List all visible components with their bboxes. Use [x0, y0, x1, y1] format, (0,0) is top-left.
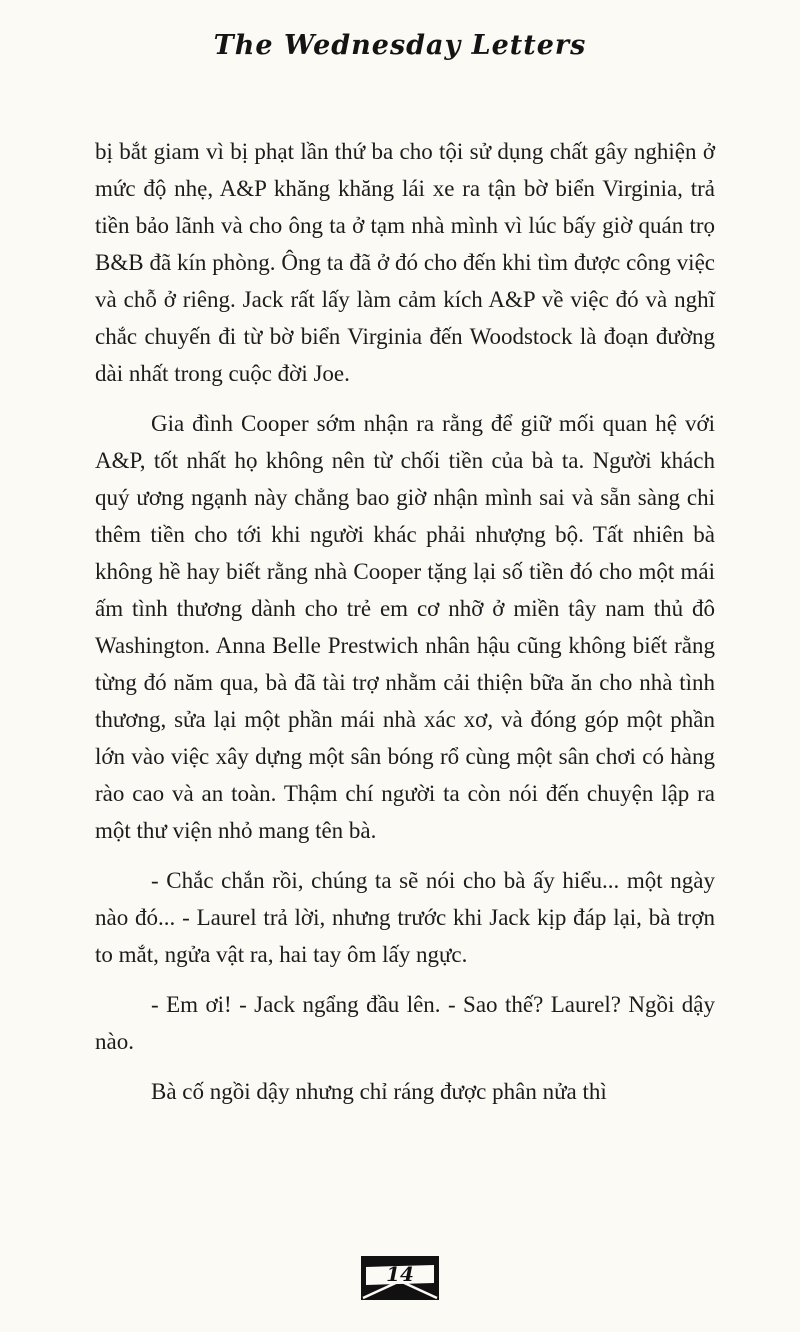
envelope-icon	[361, 1256, 439, 1300]
paragraph: bị bắt giam vì bị phạt lần thứ ba cho tội sử dụng chất gây nghiện ở mức độ nhẹ, A&P khăng khăng lái xe ra tận bờ biển Virginia, trả tiền bảo lãnh và cho ông ta ở tạm nhà mình vì lúc bấy giờ quán trọ B&B đã kín phòng. Ông ta đã ở đó cho đến khi tìm được công việc và chỗ ở riêng. Jack rất lấy làm cảm kích A&P về việc đó và nghĩ chắc chuyến đi từ bờ biển Virginia đến Woodstock là đoạn đường dài nhất trong cuộc đời Joe.	[95, 139, 715, 386]
running-head-title: The Wednesday Letters	[213, 30, 587, 61]
page-number: 14	[386, 1262, 414, 1286]
paragraph: Gia đình Cooper sớm nhận ra rằng để giữ mối quan hệ với A&P, tốt nhất họ không nên từ chối tiền của bà ta. Người khách quý ương ngạnh này chẳng bao giờ nhận mình sai và sẵn sàng chi thêm tiền cho tới khi người khác phải nhượng bộ. Tất nhiên bà không hề hay biết rằng nhà Cooper tặng lại số tiền đó cho một mái ấm tình thương dành cho trẻ em cơ nhỡ ở miền tây nam thủ đô Washington. Anna Belle Prestwich nhân hậu cũng không biết rằng từng đó năm qua, bà đã tài trợ nhằm cải thiện bữa ăn cho nhà tình thương, sửa lại một phần mái nhà xác xơ, và đóng góp một phần lớn vào việc xây dựng một sân bóng rổ cùng một sân chơi có hàng rào cao và an toàn. Thậm chí người ta còn nói đến chuyện lập ra một thư viện nhỏ mang tên bà.	[95, 411, 715, 843]
page-footer	[0, 1256, 800, 1300]
paragraph: Bà cố ngồi dậy nhưng chỉ ráng được phân nửa thì	[151, 1079, 607, 1104]
paragraph: - Chắc chắn rồi, chúng ta sẽ nói cho bà ấy hiểu... một ngày nào đó... - Laurel trả lời, nhưng trước khi Jack kịp đáp lại, bà trợn to mắt, ngửa vật ra, hai tay ôm lấy ngực.	[95, 868, 715, 967]
paragraph: - Em ơi! - Jack ngẩng đầu lên. - Sao thế? Laurel? Ngồi dậy nào.	[95, 992, 715, 1054]
page-body-text	[95, 133, 715, 1123]
